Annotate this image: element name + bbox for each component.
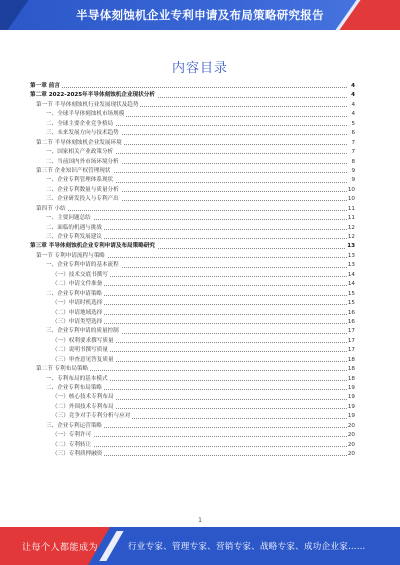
toc-entry-text: （三）竞争对手专利分析与应对 [52, 412, 132, 421]
toc-entry-text: 一、主要问题总结 [46, 214, 93, 223]
toc-entry[interactable] [30, 214, 355, 223]
toc-entry-text: 一、企业专利申请的基本流程 [46, 261, 121, 270]
toc-entry-page: 19 [347, 384, 355, 393]
toc-entry[interactable] [30, 365, 355, 374]
toc-entry-page: 18 [347, 356, 355, 365]
toc-entry-page: 12 [347, 233, 355, 242]
toc-entry[interactable] [30, 148, 355, 157]
toc-entry[interactable] [30, 412, 355, 421]
toc-entry-page: 7 [350, 139, 355, 148]
toc-entry[interactable] [30, 356, 355, 365]
toc-entry[interactable] [30, 375, 355, 384]
toc-entry-text: （二）申请地域选择 [52, 309, 104, 318]
footer-banner [0, 527, 400, 565]
toc-entry-text: 第一章 前言 [30, 82, 62, 91]
toc-entry-page: 20 [347, 431, 355, 440]
toc-entry-page: 10 [347, 195, 355, 204]
table-of-contents [30, 82, 355, 460]
toc-entry[interactable] [30, 290, 355, 299]
toc-entry[interactable] [30, 167, 355, 176]
toc-entry[interactable] [30, 261, 355, 270]
toc-entry[interactable] [30, 224, 355, 233]
toc-entry[interactable] [30, 384, 355, 393]
toc-entry-page: 6 [350, 129, 355, 138]
toc-entry[interactable] [30, 337, 355, 346]
toc-entry[interactable] [30, 129, 355, 138]
toc-entry[interactable] [30, 309, 355, 318]
page-number: 1 [198, 517, 202, 524]
toc-entry[interactable] [30, 158, 355, 167]
report-title: 半导体刻蚀机企业专利申请及布局策略研究报告 [76, 8, 324, 22]
toc-entry[interactable] [30, 441, 355, 450]
toc-entry[interactable] [30, 403, 355, 412]
toc-entry-text: （二）说明书撰写质量 [52, 346, 110, 355]
toc-entry-text: 三、企业专利运营策略 [46, 422, 104, 431]
toc-entry[interactable] [30, 91, 355, 100]
toc-entry-page: 9 [350, 176, 355, 185]
toc-entry-page: 20 [347, 450, 355, 459]
toc-entry-page: 9 [350, 167, 355, 176]
toc-entry-page: 5 [350, 120, 355, 129]
toc-entry-text: （一）权利要求撰写质量 [52, 337, 116, 346]
toc-entry-page: 16 [347, 318, 355, 327]
footer-slogan: 让每个人都能成为 [22, 543, 99, 553]
toc-entry-page: 17 [347, 346, 355, 355]
toc-entry-text: 第三章 半导体刻蚀机企业专利申请及布局策略研究 [30, 242, 157, 251]
toc-entry-page: 14 [347, 271, 355, 280]
toc-leader-dots [30, 87, 347, 88]
toc-entry-text: （二）专利转让 [52, 441, 93, 450]
toc-entry-text: （一）专利许可 [52, 431, 93, 440]
toc-entry[interactable] [30, 327, 355, 336]
toc-entry[interactable] [30, 233, 355, 242]
toc-entry-page: 16 [347, 309, 355, 318]
toc-entry-text: 一、专利布局的基本模式 [46, 375, 110, 384]
toc-entry[interactable] [30, 431, 355, 440]
toc-entry-page: 18 [347, 365, 355, 374]
toc-entry-text: 第二章 2022-2025年半导体刻蚀机企业现状分析 [30, 91, 157, 100]
toc-entry-page: 20 [347, 441, 355, 450]
toc-entry-text: 二、面临的机遇与挑战 [46, 224, 104, 233]
toc-entry-page: 18 [347, 375, 355, 384]
toc-entry-text: 第一节 半导体刻蚀机行业发展现状及趋势 [36, 101, 140, 110]
toc-entry-text: 三、企业专利申请的质量控制 [46, 327, 121, 336]
toc-entry-page: 19 [347, 403, 355, 412]
toc-entry-text: 第四节 小结 [36, 205, 68, 214]
toc-entry[interactable] [30, 346, 355, 355]
toc-entry-text: 二、全球主要企业竞争格局 [46, 120, 115, 129]
toc-entry-page: 8 [350, 158, 355, 167]
toc-entry[interactable] [30, 120, 355, 129]
toc-entry-page: 14 [347, 280, 355, 289]
toc-entry-page: 17 [347, 327, 355, 336]
footer-audience: 行业专家、管理专家、营销专家、战略专家、成功企业家…… [128, 542, 366, 552]
toc-entry-page: 19 [347, 412, 355, 421]
toc-entry-page: 4 [350, 110, 355, 119]
toc-entry[interactable] [30, 176, 355, 185]
toc-entry-text: 三、企业专利发展建议 [46, 233, 104, 242]
toc-entry-page: 19 [347, 393, 355, 402]
toc-entry-page: 11 [347, 214, 355, 223]
toc-entry-text: （三）申请类型选择 [52, 318, 104, 327]
toc-entry[interactable] [30, 318, 355, 327]
toc-leader-dots [36, 210, 347, 211]
toc-entry-page: 7 [350, 148, 355, 157]
toc-entry-text: 一、企业专利管理体系现状 [46, 176, 115, 185]
toc-leader-dots [52, 446, 347, 447]
toc-entry-text: 三、未来发展方向与技术趋势 [46, 129, 121, 138]
header-banner [0, 0, 400, 30]
toc-entry[interactable] [30, 82, 355, 91]
toc-entry[interactable] [30, 195, 355, 204]
toc-entry-text: （二）外围技术专利布局 [52, 403, 116, 412]
toc-entry[interactable] [30, 393, 355, 402]
toc-entry-page: 4 [350, 91, 355, 100]
toc-entry-text: （一）技术交底书撰写 [52, 271, 110, 280]
toc-entry[interactable] [30, 242, 355, 251]
toc-entry-text: 二、企业专利布局策略 [46, 384, 104, 393]
toc-entry-page: 4 [350, 82, 355, 91]
toc-entry-text: 第三节 企业知识产权管理现状 [36, 167, 113, 176]
toc-entry-text: 一、国家相关产业政策分析 [46, 148, 115, 157]
toc-entry-page: 13 [347, 252, 355, 261]
toc-entry[interactable] [30, 271, 355, 280]
toc-entry[interactable] [30, 186, 355, 195]
toc-entry-text: （一）申请时机选择 [52, 299, 104, 308]
toc-entry[interactable] [30, 139, 355, 148]
toc-entry-text: （三）专利质押融资 [52, 450, 104, 459]
toc-entry-text: 二、当前国内外市场环境分析 [46, 158, 121, 167]
toc-entry[interactable] [30, 422, 355, 431]
toc-entry-page: 15 [347, 290, 355, 299]
toc-entry-text: 一、全球半导体刻蚀机市场规模 [46, 110, 126, 119]
toc-entry[interactable] [30, 450, 355, 459]
toc-entry-text: （一）核心技术专利布局 [52, 393, 116, 402]
toc-entry-page: 17 [347, 337, 355, 346]
toc-entry-text: 二、企业专利数量与质量分析 [46, 186, 121, 195]
toc-entry[interactable] [30, 205, 355, 214]
toc-entry[interactable] [30, 252, 355, 261]
toc-entry-page: 10 [347, 186, 355, 195]
toc-entry-page: 4 [350, 101, 355, 110]
toc-entry-page: 12 [347, 224, 355, 233]
toc-heading: 内容目录 [171, 61, 228, 76]
toc-entry-page: 15 [347, 299, 355, 308]
toc-entry-page: 13 [347, 261, 355, 270]
toc-entry-text: 第二节 专利布局策略 [36, 365, 90, 374]
toc-entry[interactable] [30, 280, 355, 289]
toc-entry-page: 13 [346, 242, 355, 251]
toc-entry-text: 三、企业研发投入与专利产出 [46, 195, 121, 204]
toc-entry-text: 二、企业专利申请策略 [46, 290, 104, 299]
toc-entry-page: 11 [347, 205, 355, 214]
toc-entry-page: 20 [347, 422, 355, 431]
toc-entry-text: （二）申请文件准备 [52, 280, 104, 289]
toc-entry[interactable] [30, 110, 355, 119]
toc-entry[interactable] [30, 101, 355, 110]
toc-leader-dots [52, 436, 347, 437]
toc-entry-text: 第二节 半导体刻蚀机企业发展环境 [36, 139, 124, 148]
toc-entry[interactable] [30, 299, 355, 308]
toc-entry-text: （三）审查意见答复质量 [52, 356, 116, 365]
toc-entry-text: 第一节 专利申请流程与策略 [36, 252, 107, 261]
